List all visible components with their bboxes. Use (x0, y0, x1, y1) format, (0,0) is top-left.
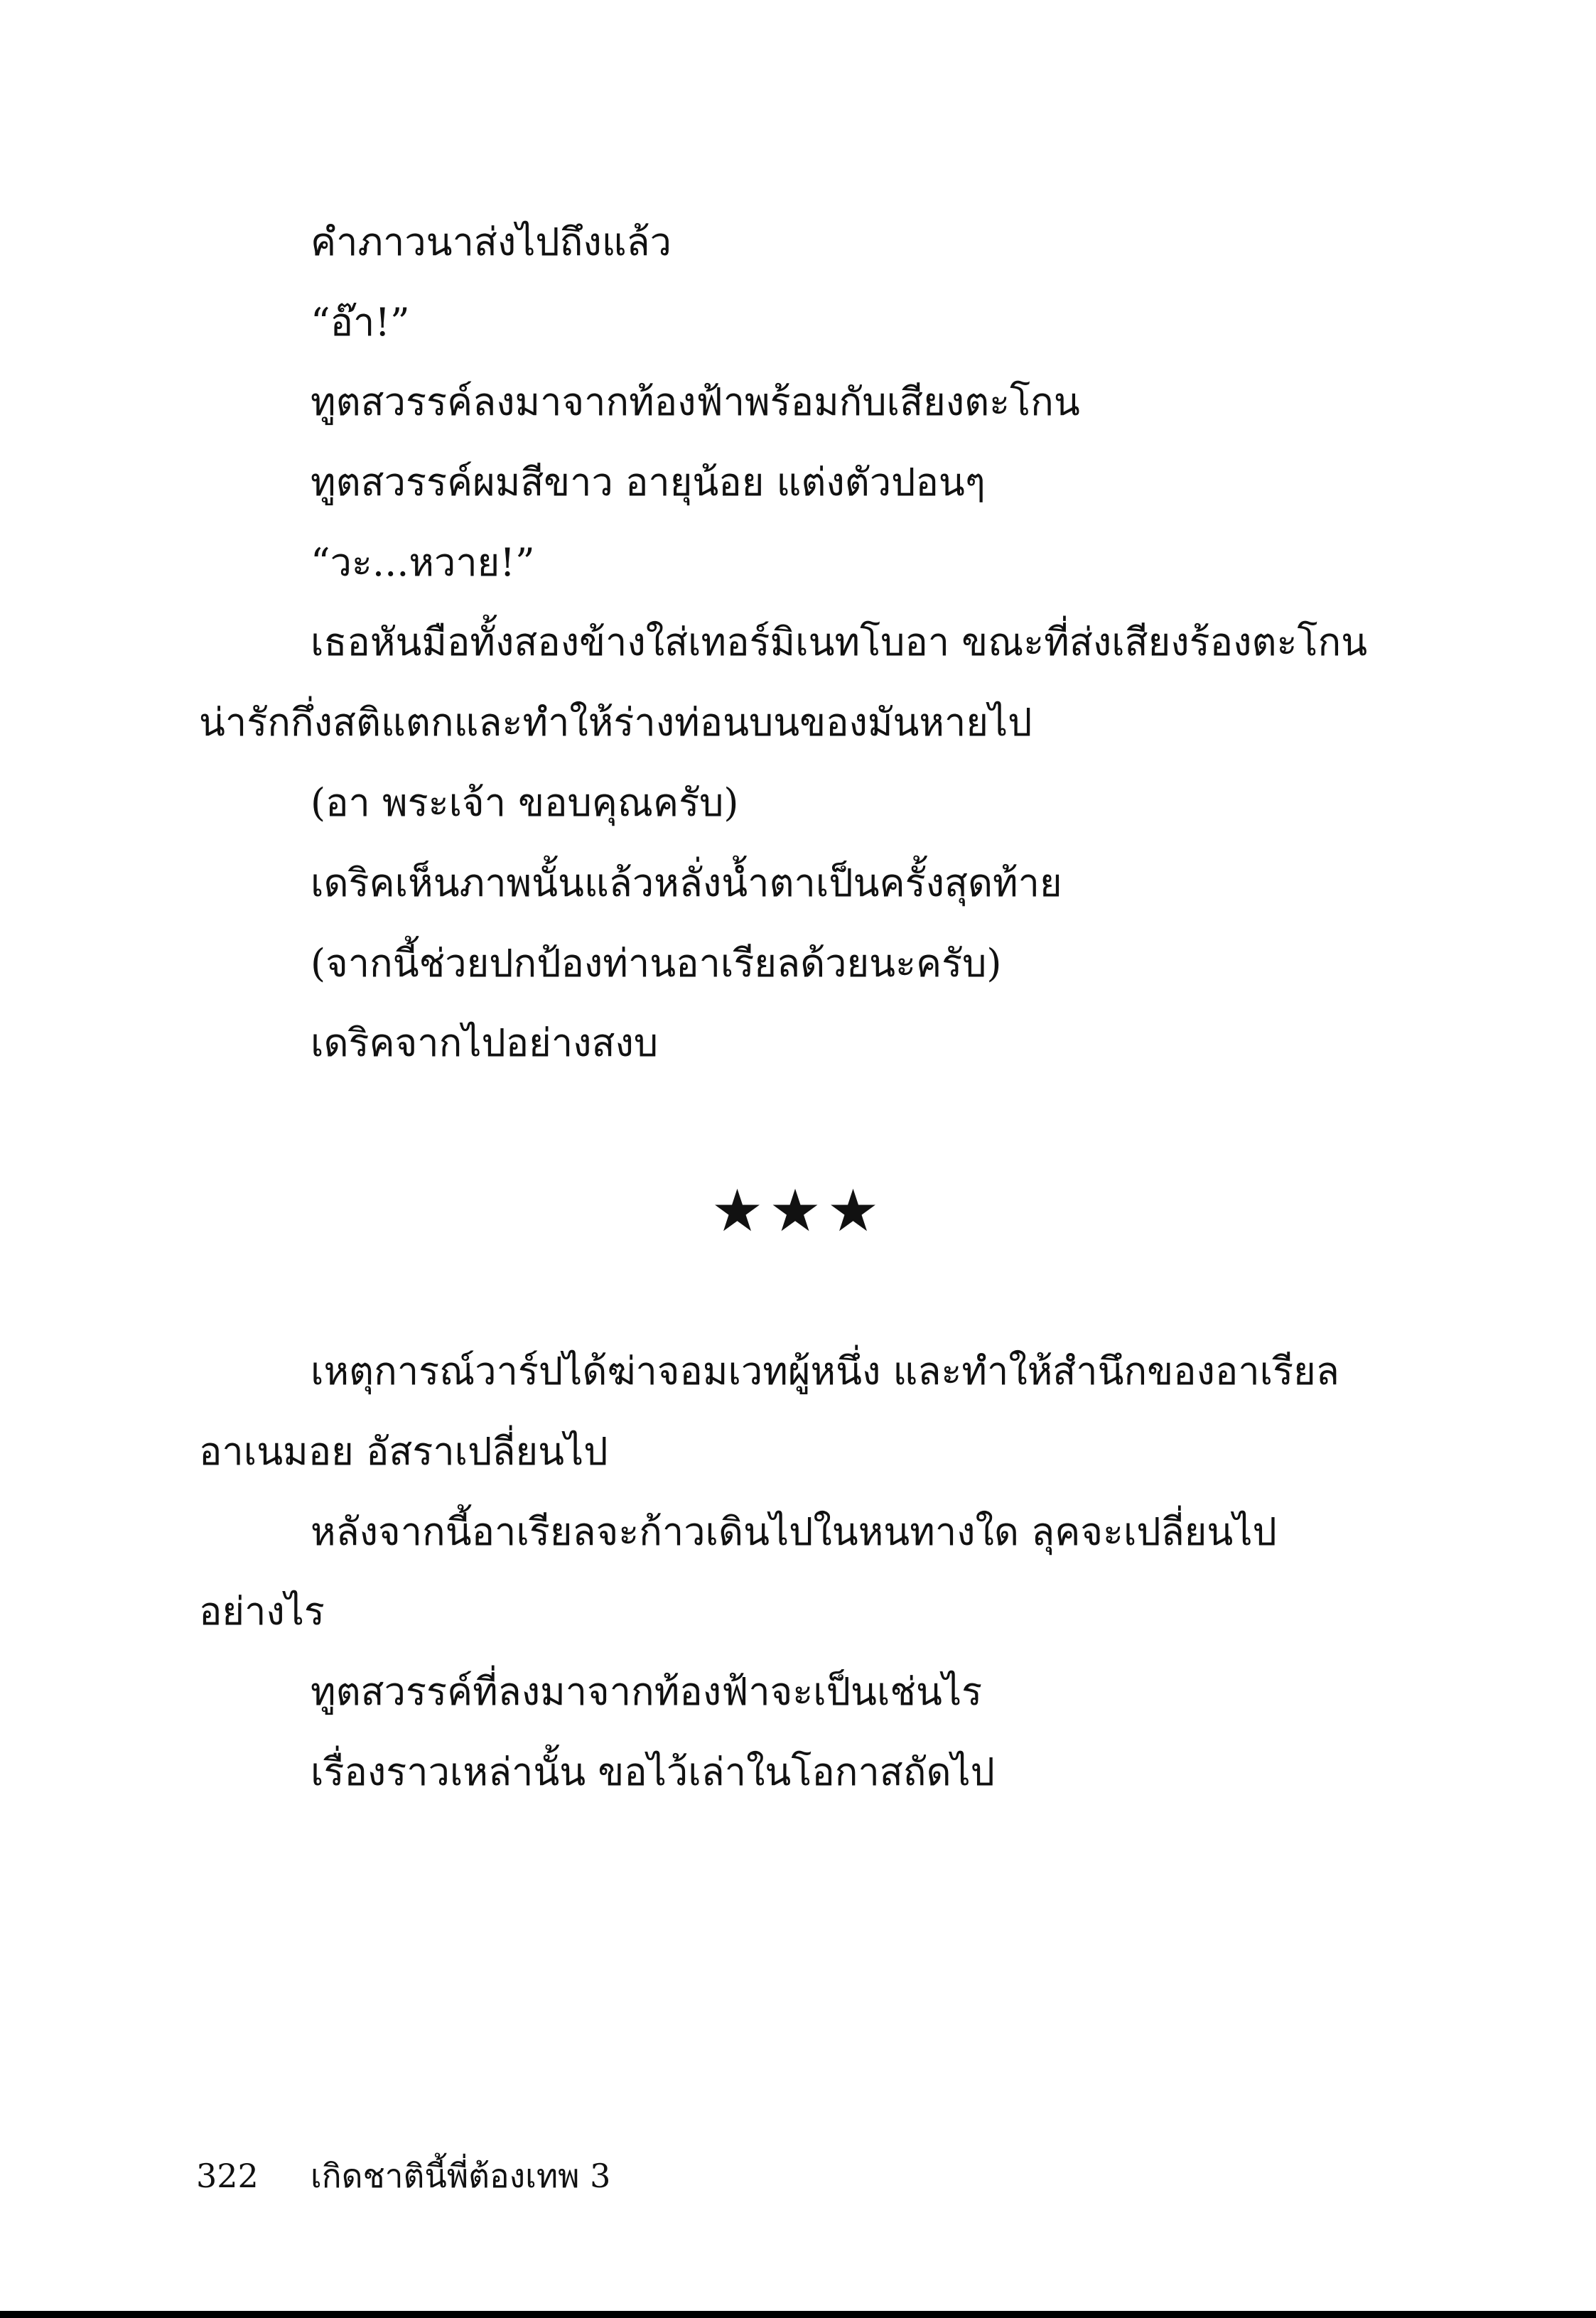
body-line: เหตุการณ์วาร์ปได้ฆ่าจอมเวทผู้หนึ่ง และทำให้สำนึกของอาเรียล (311, 1349, 1339, 1394)
body-line: ทูตสวรรค์ผมสีขาว อายุน้อย แต่งตัวปอนๆ (311, 460, 986, 505)
body-line: (จากนี้ช่วยปกป้องท่านอาเรียลด้วยนะครับ) (311, 941, 1002, 986)
bottom-edge-rule (0, 2311, 1596, 2318)
section-separator: ★★★ (711, 1177, 885, 1245)
body-line: เธอหันมือทั้งสองข้างใส่เทอร์มิเนทโบอา ขณะที่ส่งเสียงร้องตะโกน (311, 620, 1368, 664)
body-line: “อ๊า!” (311, 300, 410, 345)
body-line: “วะ...หวาย!” (311, 540, 535, 585)
body-line: ทูตสวรรค์ที่ลงมาจากท้องฟ้าจะเป็นเช่นไร (311, 1669, 983, 1714)
body-line: (อา พระเจ้า ขอบคุณครับ) (311, 780, 739, 825)
body-line: เรื่องราวเหล่านั้น ขอไว้เล่าในโอกาสถัดไป (311, 1750, 995, 1794)
body-line: อาเนมอย อัสราเปลี่ยนไป (199, 1429, 608, 1474)
body-line: หลังจากนี้อาเรียลจะก้าวเดินไปในหนทางใด ลุคจะเปลี่ยนไป (311, 1509, 1277, 1554)
body-line: คำภาวนาส่งไปถึงแล้ว (311, 220, 672, 264)
body-line: น่ารักกึ่งสติแตกและทำให้ร่างท่อนบนของมันหายไป (199, 700, 1032, 745)
body-line: ทูตสวรรค์ลงมาจากท้องฟ้าพร้อมกับเสียงตะโกน (311, 379, 1080, 424)
body-line: อย่างไร (199, 1589, 325, 1634)
body-line: เดริคจากไปอย่างสงบ (311, 1020, 659, 1065)
body-line: เดริคเห็นภาพนั้นแล้วหลั่งน้ำตาเป็นครั้งสุดท้าย (311, 861, 1062, 905)
page-number: 322 (196, 2157, 259, 2195)
running-footer-title: เกิดชาตินี้พี่ต้องเทพ 3 (311, 2157, 611, 2195)
